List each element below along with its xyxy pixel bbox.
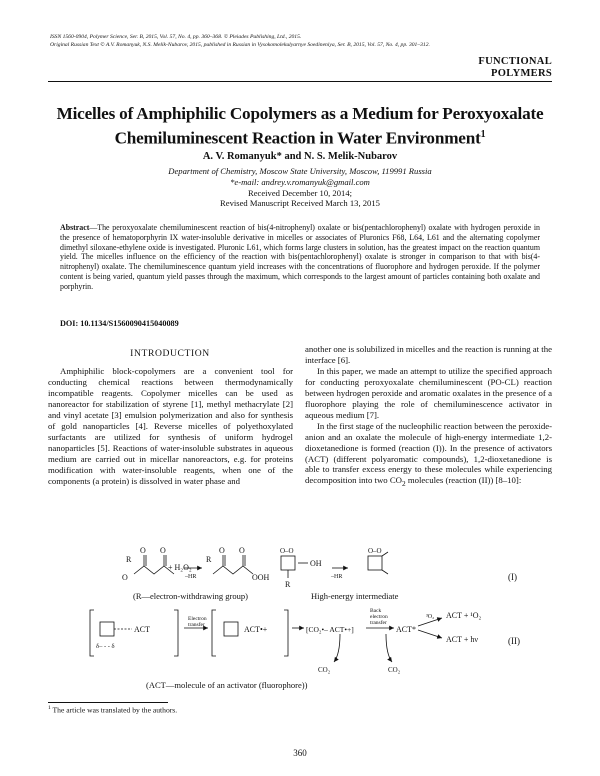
caption-intermediate: High-energy intermediate (311, 591, 399, 601)
abstract: Abstract—The peroxyoxalate chemiluminescent reaction of bis(4-nitrophenyl) oxalate or bis(pentachlorophenyl) oxalate with hydrogen peroxide in the presence of hematoporphyrin IX water-insoluble derivative in micelles or associates of Pluronics F68, L64, L61 and the alternating copolymer dimethyl siloxane-ethylene oxide is investigated. Pluronic L61, which forms large clusters in solution, has the greatest impact on the reaction quantum yield. The micelles influence on the efficiency of the reaction with bis(pentachlorophenyl) oxalate is stronger in comparison to that with bis(4-nitrophenyl) oxalate. The chemiluminescence quantum yield increases with the concentrations of fluorophore and hydrogen peroxide. If the polymer content is being varied, quantum yield passes through the maximum, which corresponds to the largest amount of particles containing both oxalate and porphyrin. (60, 223, 540, 291)
electron-transfer-label: Electron (188, 616, 207, 622)
reaction-2-labels (96, 608, 520, 690)
article-title: Micelles of Amphiphilic Copolymers as a Medium for Peroxyoxalate Chemiluminescent Reaction in Water Environment$^1$ (56, 104, 544, 148)
co2-product: CO₂ (318, 666, 331, 674)
affiliation: Department of Chemistry, Moscow State University, Moscow, 119991 Russia (168, 166, 432, 176)
caption-r-group: (R—electron-withdrawing group) (133, 591, 248, 601)
carbonyl-o: O (239, 546, 245, 555)
footnote-rule (48, 702, 168, 703)
co2-product: CO₂ (388, 666, 401, 674)
h2o2-label: + H₂O₂ (168, 563, 192, 572)
r-group-label: R (285, 580, 291, 589)
triplet-oxygen-label: ³O₂ (426, 614, 435, 620)
received-date: Received December 10, 2014; (247, 188, 353, 198)
carbonyl-o: O (140, 546, 146, 555)
reaction-1-labels (122, 546, 517, 601)
excited-act-label: ACT* (396, 625, 416, 634)
reaction-1-number: (I) (508, 572, 517, 582)
singlet-oxygen-product: ACT + ¹O₂ (446, 611, 482, 620)
journal-header-line-1: ISSN 1560-0904, Polymer Science, Ser. B, 2015, Vol. 57, No. 4, pp. 360–368. © Pleiades Publishing, Ltd., 2015. (50, 34, 302, 40)
introduction-heading: INTRODUCTION (130, 348, 210, 359)
authors: A. V. Romanyuk* and N. S. Melik-Nubarov (202, 151, 398, 162)
left-column (48, 366, 293, 486)
svg-text:electron: electron (370, 614, 388, 620)
paragraph: In the first stage of the nucleophilic reaction between the peroxide-anion and an oxalate the molecule of high-energy intermediate 1,2-dioxetanedione is formed (reaction (I)). In the presence of activators (ACT) (different polyaromatic compounds), 1,2-dioxetanedione is able to transfer excess energy to these molecules while experiencing decomposition into two $CO_2$ molecules (reaction (II)) [8–10]: (305, 420, 552, 489)
header-rule (48, 81, 552, 82)
footnote: $^1$ The article was translated by the authors. (48, 705, 178, 715)
radical-pair-label: [CO₂•– ACT•+] (306, 625, 354, 634)
right-column (305, 344, 552, 490)
ester-o: O (122, 573, 128, 582)
partial-charges: δ– - - δ (96, 643, 115, 650)
doi-link[interactable]: DOI: 10.1134/S1560090415040089 (60, 319, 179, 328)
minus-hr-label: –HR (331, 574, 343, 580)
svg-text:transfer: transfer (188, 622, 205, 628)
journal-header-line-2: Original Russian Text © A.V. Romanyuk, N.S. Melik-Nubarov, 2015, published in Russian in Vysokomolekulyarnye Soedineniya, Ser. B, 2015, Vol. 57, No. 4, pp. 301–312. (50, 42, 430, 48)
minus-hr-label: –HR (185, 574, 197, 580)
revised-date: Revised Manuscript Received March 13, 2015 (220, 198, 380, 208)
act-radical-label: ACT•+ (244, 625, 268, 634)
paragraph: another one is solubilized in micelles and the reaction is running at the interface [6]. (305, 344, 552, 365)
back-electron-transfer-label: Back (370, 608, 382, 614)
r-group-label: R (126, 555, 132, 564)
paragraph: Amphiphilic block-copolymers are a convenient tool for conducting chemical reactions between thermodynamically incompatible reagents. Copolymer micelles can be used as nanoreactor for stabilization of styrene [1], methyl methacrylate [2] and vinyl acetate [3] emulsion polymerization and also for synthesis of gold nanoparticles [4]. Reverse micelles of polyethoxylated surfactants are utilized for synthesis of uniform hydrogel nanoparticles [5]. Reactions of water-insoluble substrates in aqueous medium are carried out in micellar nanoreactors, e.g. for proteins modification with water-insoluble reagents, when one of the components (a protein) is dissolved in water phase and (48, 366, 293, 486)
caption-activator: (ACT—molecule of an activator (fluorophore)) (146, 680, 308, 690)
email-link[interactable]: *e-mail: andrey.v.romanyuk@gmail.com (230, 177, 370, 187)
reaction-2-number: (II) (508, 636, 520, 646)
paragraph: In this paper, we made an attempt to utilize the specified approach for conducting peroxyoxalate chemiluminescent (PO-CL) reaction between hydrogen peroxide and aromatic oxalates in the presence of a fluorophore playing the role of chemiluminescence activator in aqueous medium [7]. (305, 365, 552, 420)
act-label: ACT (134, 625, 150, 634)
peroxide-label: O–O (368, 547, 382, 555)
ooh-label: OOH (252, 573, 270, 582)
reaction-2 (90, 610, 442, 662)
peroxide-label: O–O (280, 547, 294, 555)
r-group-label: R (206, 555, 212, 564)
page-number: 360 (293, 748, 307, 758)
carbonyl-o: O (160, 546, 166, 555)
light-emission-product: ACT + hν (446, 635, 478, 644)
carbonyl-o: O (219, 546, 225, 555)
svg-text:transfer: transfer (370, 620, 387, 626)
section-label: FUNCTIONAL POLYMERS (478, 56, 552, 79)
reaction-scheme (48, 532, 552, 702)
oh-label: OH (310, 559, 322, 568)
